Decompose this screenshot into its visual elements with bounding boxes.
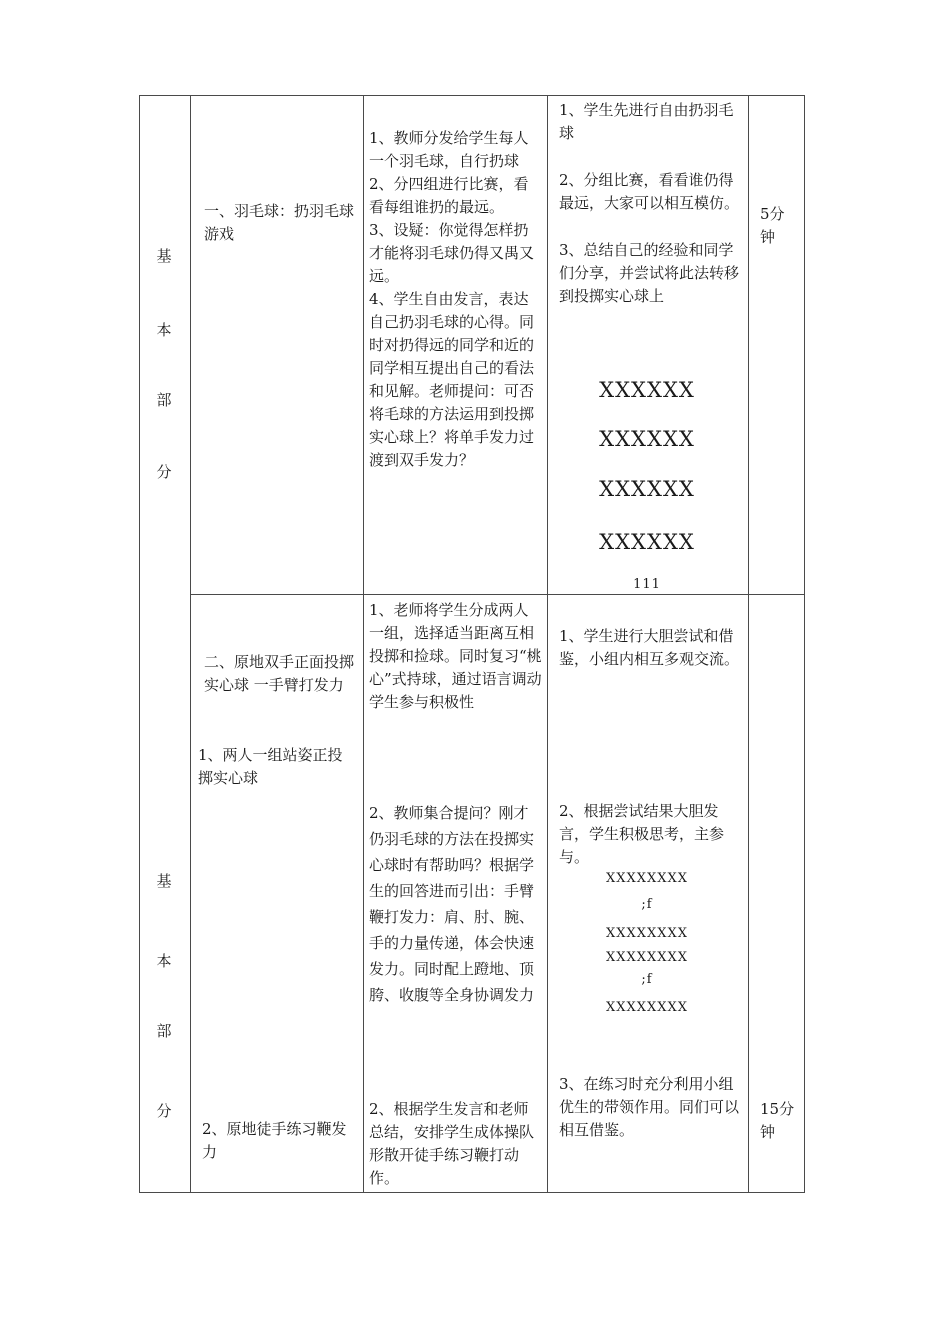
section-label-char: 部: [156, 1022, 172, 1040]
section-label-2: [139, 870, 189, 1174]
row2-teacher-item: 1、老师将学生分成两人一组，选择适当距离互相投掷和捡球。同时复习“桃心”式持球，通过语言调动学生参与积极性: [369, 601, 542, 711]
section-label-1: [139, 245, 189, 535]
section-label-char: 部: [156, 391, 172, 409]
row2-content-sub1: 1、两人一组站姿正投掷实心球: [198, 746, 343, 787]
formation-row: XXXXXXXX: [605, 871, 689, 886]
row1-student-activities: [559, 99, 743, 308]
formation-row: ;f: [641, 897, 653, 912]
row1-student-item: 3、总结自己的经验和同学们分享，并尝试将此法转移到投掷实心球上: [559, 241, 740, 305]
row2-student-item: 2、根据尝试结果大胆发言，学生积极思考，主参与。: [559, 802, 725, 866]
formation-row: XXXXXX: [599, 530, 695, 554]
row2-student-item: 1、学生进行大胆尝试和借鉴，小组内相互多观交流。: [559, 627, 740, 668]
section-label-char: 基: [156, 247, 172, 265]
section-label-char: 本: [156, 321, 172, 339]
section-label-char: 分: [156, 463, 172, 481]
row2-content-title: 二、原地双手正面投掷实心球 一手臂打发力: [204, 653, 355, 694]
section-label-char: 基: [156, 872, 172, 890]
section-label-char: 分: [156, 1102, 172, 1120]
row1-time: 5分钟: [760, 205, 785, 246]
formation-row: ;f: [641, 972, 653, 987]
formation-row: XXXXXX: [599, 477, 695, 501]
formation-row: XXXXXXXX: [605, 926, 689, 941]
row1-teacher-item: 1、教师分发给学生每人一个羽毛球，自行扔球: [369, 129, 529, 170]
formation-row: XXXXXXXX: [605, 950, 689, 965]
formation-note: 111: [633, 577, 661, 592]
row2-teacher-item: 2、教师集合提问？刚才仍羽毛球的方法在投掷实心球时有帮助吗？根据学生的回答进而引出：手臂鞭打发力：肩、肘、腕、手的力量传递，体会快速发力。同时配上蹬地、顶胯、收腹等全身协调发力: [369, 804, 535, 1004]
formation-row: XXXXXX: [599, 378, 695, 402]
row2-student-item: 3、在练习时充分利用小组优生的带领作用。同们可以相互借鉴。: [559, 1075, 740, 1139]
row1-content: 一、羽毛球：扔羽毛球游戏: [204, 202, 355, 243]
row1-teacher-item: 3、设疑：你觉得怎样扔才能将羽毛球仍得又禺又远。: [369, 221, 535, 285]
row1-teacher-item: 2、分四组进行比赛，看看每组谁扔的最远。: [369, 175, 529, 216]
row2-content-sub2: 2、原地徒手练习鞭发力: [202, 1120, 347, 1161]
row1-student-item: 1、学生先进行自由扔羽毛球: [559, 101, 734, 142]
section-label-char: 本: [156, 952, 172, 970]
row2-time: 15分钟: [760, 1100, 795, 1141]
formation-row: XXXXXXXX: [605, 1000, 689, 1015]
row1-student-item: 2、分组比赛，看看谁仍得最远，大家可以相互模仿。: [559, 171, 740, 212]
row1-teacher-activities: [369, 127, 542, 472]
formation-row: XXXXXX: [599, 427, 695, 451]
row2-teacher-item: 2、根据学生发言和老师总结，安排学生成体操队形散开徒手练习鞭打动作。: [369, 1100, 535, 1187]
row1-teacher-item: 4、学生自由发言，表达自己扔羽毛球的心得。同时对扔得远的同学和近的同学相互提出自己的看法和见解。老师提问：可否将毛球的方法运用到投掷实心球上？将单手发力过渡到双手发力？: [369, 290, 535, 469]
